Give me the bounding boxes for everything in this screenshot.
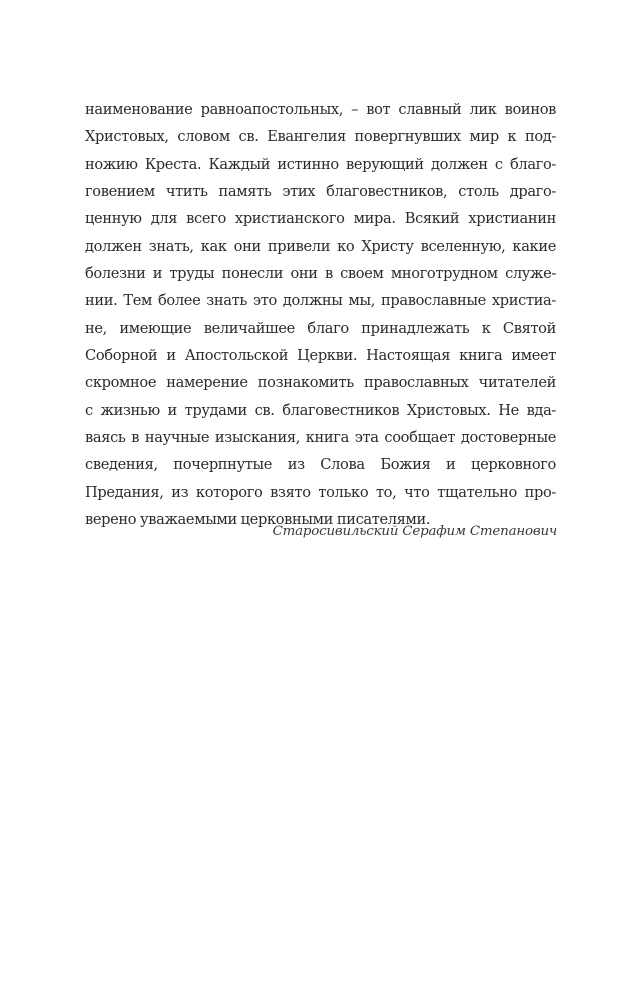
text-line: скромное намерение познакомить православных читателей: [85, 374, 556, 392]
body-text: [85, 96, 556, 534]
text-line: ножию Креста. Каждый истинно верующий должен с благо-: [85, 155, 556, 173]
text-line: болезни и труды понесли они в своем многотрудном служе-: [85, 265, 556, 283]
text-line: верено уважаемыми церковными писателями.: [85, 511, 431, 529]
text-line: Христовых, словом св. Евангелия повергнувших мир к под-: [85, 128, 556, 146]
text-line: с жизнью и трудами св. благовестников Христовых. Не вда-: [85, 401, 556, 419]
text-line: нии. Тем более знать это должны мы, православные христиа-: [85, 292, 556, 310]
text-line: не, имеющие величайшее благо принадлежать к Святой: [85, 319, 556, 337]
text-line: должен знать, как они привели ко Христу вселенную, какие: [85, 237, 556, 255]
text-line: говением чтить память этих благовестников, столь драго-: [85, 183, 556, 201]
text-line: ценную для всего христианского мира. Всякий христианин: [85, 210, 556, 228]
text-line: наименование равноапостольных, – вот славный лик воинов: [85, 101, 556, 118]
text-line: ваясь в научные изыскания, книга эта сообщает достоверные: [85, 429, 556, 447]
author-signature: Старосивильский Серафим Степанович: [272, 524, 557, 539]
text-line: сведения, почерпнутые из Слова Божия и церковного: [85, 456, 556, 474]
text-line: Предания, из которого взято только то, что тщательно про-: [85, 483, 556, 501]
text-line: Соборной и Апостольской Церкви. Настоящая книга имеет: [85, 347, 556, 365]
